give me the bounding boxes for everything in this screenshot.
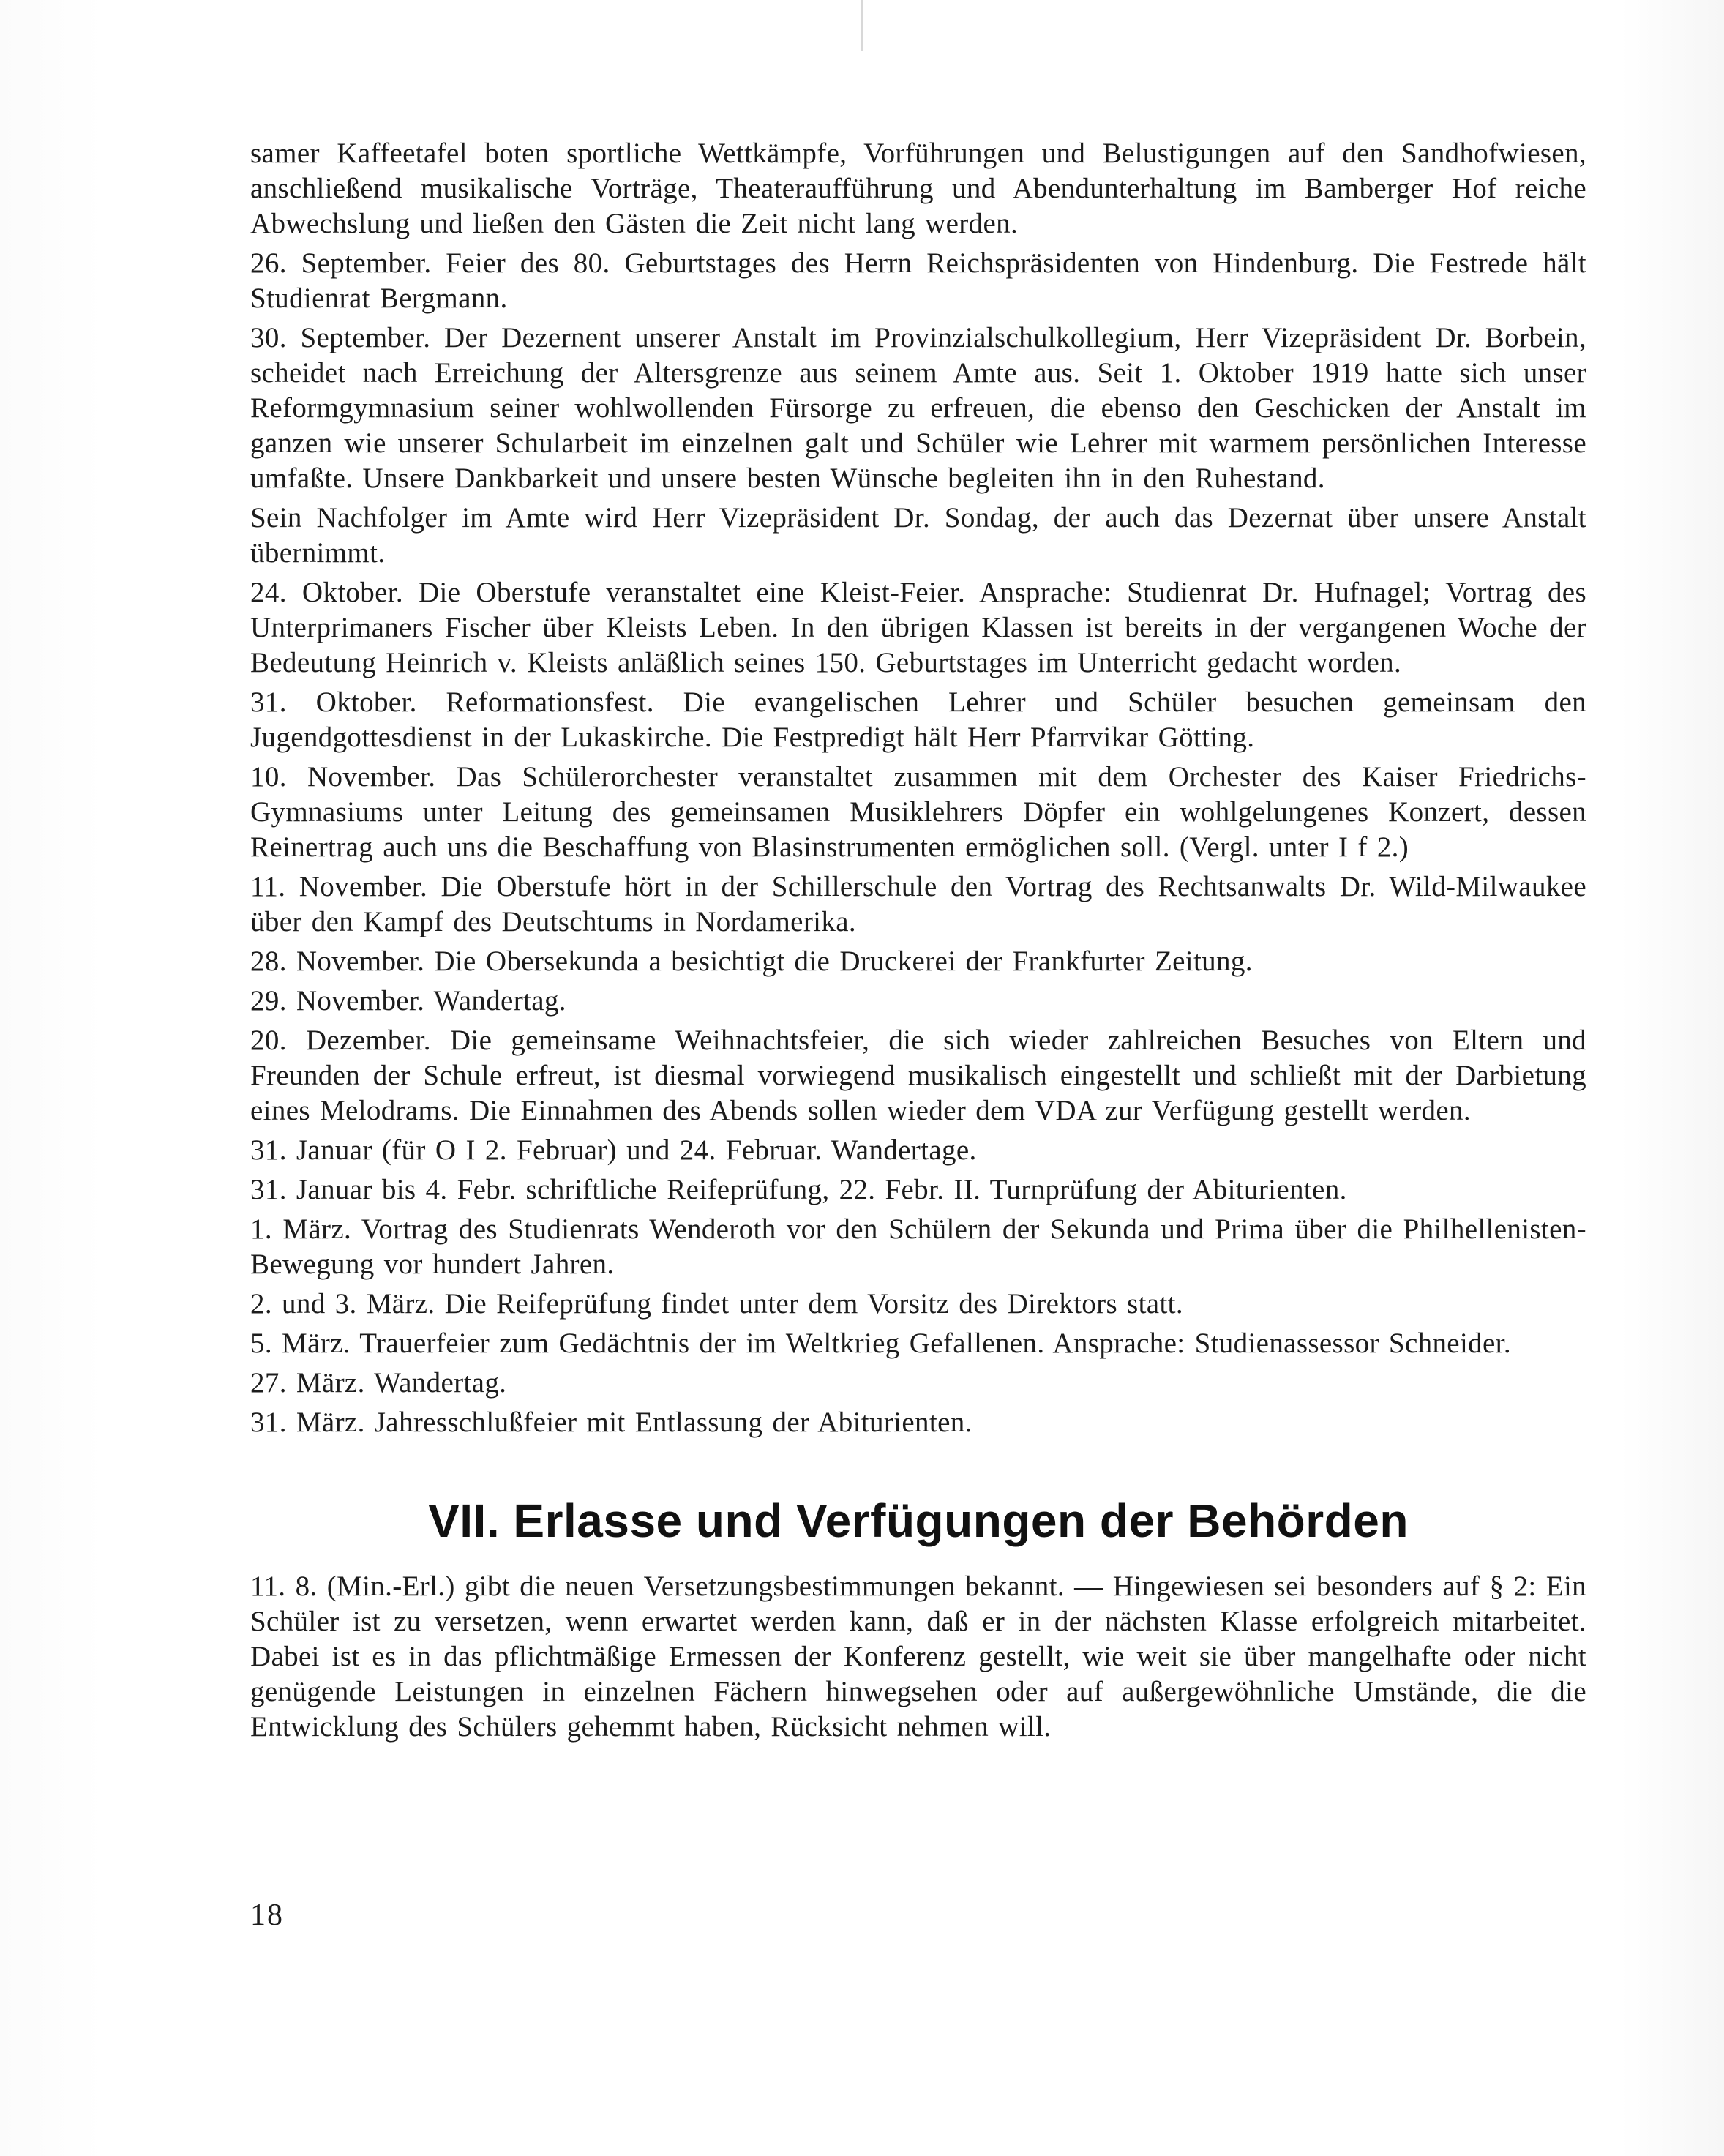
paragraph-31-januar-wandertage: 31. Januar (für O I 2. Februar) und 24. Februar. Wandertage. (250, 1134, 977, 1166)
paragraph-31-oktober: 31. Oktober. Reformationsfest. Die evangelischen Lehrer und Schüler besuchen gemeinsam den Jugendgottesdienst in der Lukaskirche. Die Festpredigt hält Herr Pfarrvikar Götting. (250, 686, 1586, 753)
paragraph-11-november: 11. November. Die Oberstufe hört in der Schillerschule den Vortrag des Rechtsanwalts Dr. Wild-Milwaukee über den Kampf des Deutschtums in Nordamerika. (250, 871, 1586, 937)
paragraph-29-november: 29. November. Wandertag. (250, 985, 566, 1017)
paragraph-nachfolger: Sein Nachfolger im Amte wird Herr Vizepräsident Dr. Sondag, der auch das Dezernat über unsere Anstalt übernimmt. (250, 502, 1586, 569)
page-fold-mark (861, 0, 863, 51)
paragraph-30-september: 30. September. Der Dezernent unserer Anstalt im Provinzialschulkollegium, Herr Vizepräsident Dr. Borbein, scheidet nach Erreichung der Altersgrenze aus seinem Amte aus. Seit 1. Oktober 1919 hatte sich unser Reformgymnasium seiner wohlwollenden Fürsorge zu erfreuen, die ebenso den Geschicken der Anstalt im ganzen wie unserer Schularbeit im einzelnen galt und Schüler wie Lehrer mit warmem persönlichen Interesse umfaßte. Unsere Dankbarkeit und unsere besten Wünsche begleiten ihn in den Ruhestand. (250, 322, 1586, 494)
paragraph-31-januar-reifepruefung: 31. Januar bis 4. Febr. schriftliche Reifeprüfung, 22. Febr. II. Turnprüfung der Abiturienten. (250, 1174, 1347, 1205)
page-number: 18 (250, 1898, 284, 1932)
paragraph-1-maerz: 1. März. Vortrag des Studienrats Wenderoth vor den Schülern der Sekunda und Prima über die Philhellenisten-Bewegung vor hundert Jahren. (250, 1213, 1586, 1280)
paragraph-5-maerz: 5. März. Trauerfeier zum Gedächtnis der im Weltkrieg Gefallenen. Ansprache: Studienassessor Schneider. (250, 1328, 1511, 1359)
paragraph-28-november: 28. November. Die Obersekunda a besichtigt die Druckerei der Frankfurter Zeitung. (250, 946, 1253, 977)
paragraph-24-oktober: 24. Oktober. Die Oberstufe veranstaltet eine Kleist-Feier. Ansprache: Studienrat Dr. Hufnagel; Vortrag des Unterprimaners Fischer über Kleists Leben. In den übrigen Klassen ist bereits in der vergangenen Woche der Bedeutung Heinrich v. Kleists anläßlich seines 150. Geburtstages im Unterricht gedacht worden. (250, 577, 1586, 678)
paragraph-intro: samer Kaffeetafel boten sportliche Wettkämpfe, Vorführungen und Belustigungen auf den Sandhofwiesen, anschließend musikalische Vorträge, Theateraufführung und Abendunterhaltung im Bamberger Hof reiche Abwechslung und ließen den Gästen die Zeit nicht lang werden. (250, 138, 1586, 239)
paragraph-20-dezember: 20. Dezember. Die gemeinsame Weihnachtsfeier, die sich wieder zahlreichen Besuches von Eltern und Freunden der Schule erfreut, ist diesmal vorwiegend musikalisch eingestellt und schließt mit der Darbietung eines Melodrams. Die Einnahmen des Abends sollen wieder dem VDA zur Verfügung gestellt werden. (250, 1025, 1586, 1126)
paragraph-26-september: 26. September. Feier des 80. Geburtstages des Herrn Reichspräsidenten von Hindenburg. Die Festrede hält Studienrat Bergmann. (250, 247, 1586, 314)
section-heading: VII. Erlasse und Verfügungen der Behörden (428, 1494, 1409, 1547)
paragraph-2-und-3-maerz: 2. und 3. März. Die Reifeprüfung findet unter dem Vorsitz des Direktors statt. (250, 1288, 1183, 1320)
paragraph-10-november: 10. November. Das Schülerorchester veranstaltet zusammen mit dem Orchester des Kaiser Friedrichs-Gymnasiums unter Leitung des gemeinsamen Musiklehrers Döpfer ein wohlgelungenes Konzert, dessen Reinertrag auch uns die Beschaffung von Blasinstrumenten ermöglichen soll. (Vergl. unter I f 2.) (250, 761, 1586, 863)
page-body (250, 136, 1586, 1749)
paragraph-27-maerz: 27. März. Wandertag. (250, 1367, 507, 1399)
paragraph-versetzungsbestimmungen: 11. 8. (Min.-Erl.) gibt die neuen Versetzungsbestimmungen bekannt. — Hingewiesen sei besonders auf § 2: Ein Schüler ist zu versetzen, wenn erwartet werden kann, daß er in der nächsten Klasse erfolgreich mitarbeitet. Dabei ist es in das pflichtmäßige Ermessen der Konferenz gestellt, wie weit sie über mangelhafte oder nicht genügende Leistungen in einzelnen Fächern hinwegsehen oder auf außergewöhnliche Umstände, die die Entwicklung des Schülers gehemmt haben, Rücksicht nehmen will. (250, 1571, 1586, 1743)
paragraph-31-maerz: 31. März. Jahresschlußfeier mit Entlassung der Abiturienten. (250, 1407, 972, 1438)
